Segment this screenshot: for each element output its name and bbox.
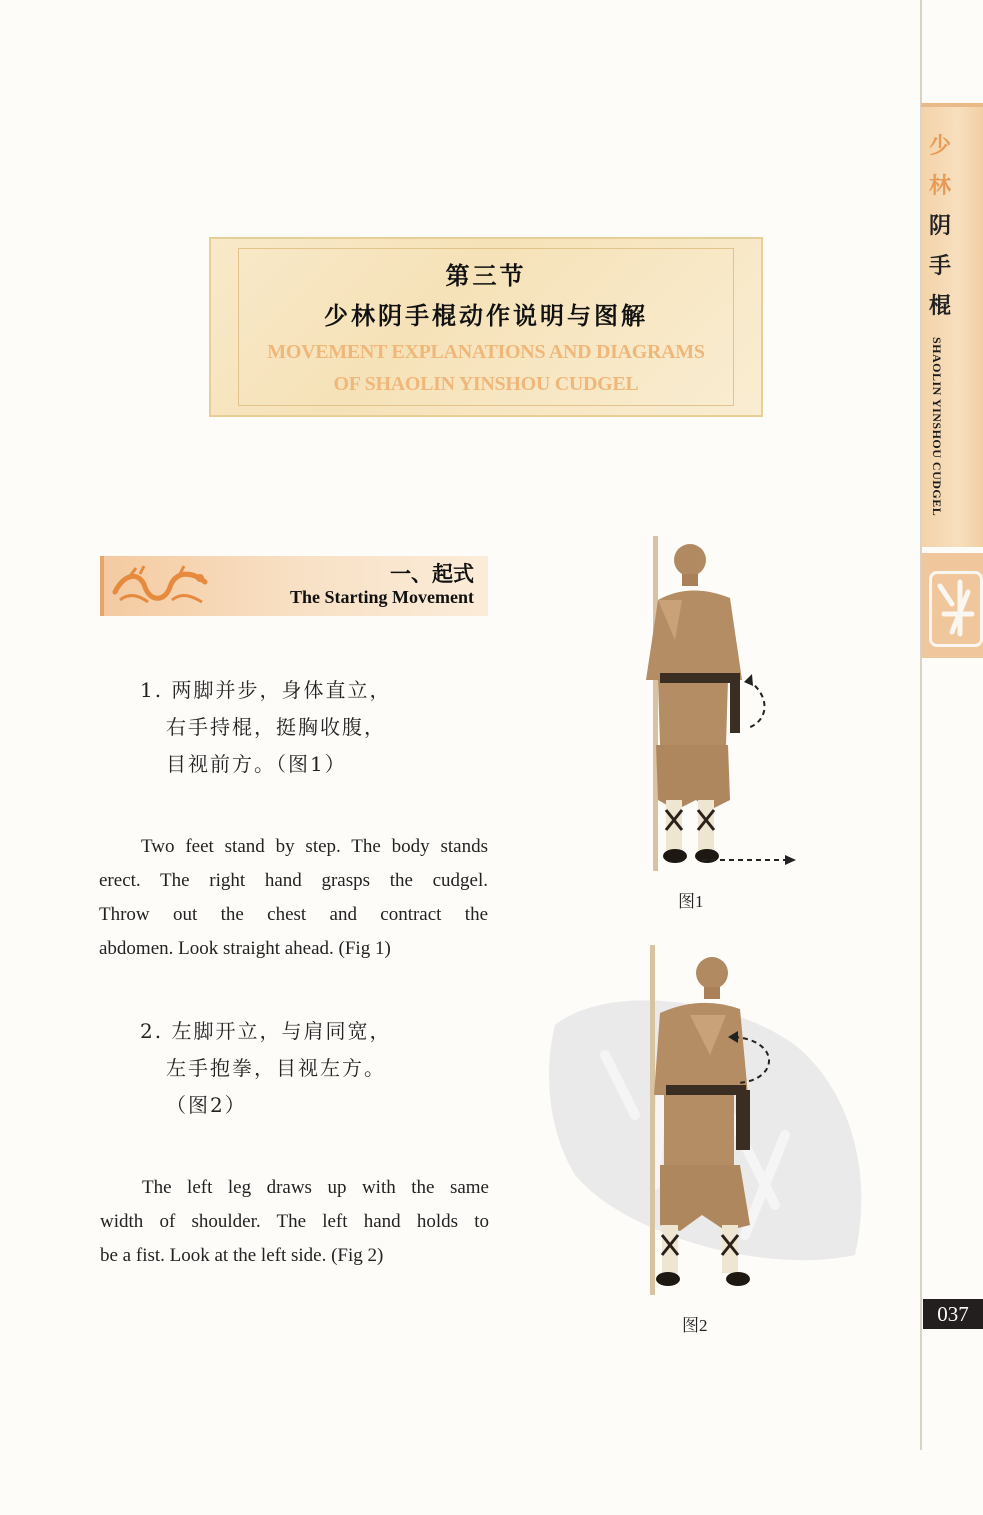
en-line: be a fist. Look at the left side. (Fig 2): [100, 1245, 384, 1266]
seal-icon: [929, 571, 983, 647]
en-line: The left leg draws up with the same: [142, 1177, 489, 1198]
figure-1-caption: 图1: [678, 892, 704, 911]
zh-line: 右手持棍，挺胸收腹，: [166, 715, 386, 739]
banner-title-zh-2: 少林阴手棍动作说明与图解: [324, 302, 648, 330]
step1-zh: [140, 672, 391, 783]
dragon-icon: [110, 562, 210, 610]
en-line: erect. The right hand grasps the cudgel.: [99, 870, 488, 891]
side-tab-english: SHAOLIN YINSHOU CUDGEL: [930, 337, 944, 517]
zh-line: （图2）: [166, 1093, 247, 1117]
step1-en: [99, 830, 488, 966]
figure-2-photo: [630, 945, 800, 1300]
page-number: 037: [923, 1299, 983, 1329]
section-header: [100, 556, 488, 616]
banner-title-zh-1: 第三节: [445, 262, 527, 290]
seal-stamp: [921, 553, 983, 658]
chapter-banner: [209, 237, 763, 417]
banner-title-en-1: MOVEMENT EXPLANATIONS AND DIAGRAMS: [267, 341, 705, 363]
en-line: Two feet stand by step. The body stands: [141, 836, 488, 857]
section-title-en: The Starting Movement: [290, 587, 474, 607]
zh-line: 左手抱拳，目视左方。: [166, 1056, 386, 1080]
section-title-zh: 一、起式: [390, 562, 474, 586]
step2-zh: [140, 1013, 391, 1124]
side-tab: [921, 103, 983, 547]
zh-line: 1. 两脚并步，身体直立，: [140, 678, 392, 702]
banner-title-en-2: OF SHAOLIN YINSHOU CUDGEL: [333, 373, 639, 395]
side-char: 阴: [928, 213, 951, 239]
en-line: width of shoulder. The left hand holds to: [100, 1211, 489, 1232]
en-line: Throw out the chest and contract the: [99, 904, 488, 925]
figure-2-caption: 图2: [682, 1316, 708, 1335]
figure-1-photo: [620, 530, 810, 875]
zh-line: 目视前方。（图1）: [166, 752, 347, 776]
side-char: 少: [928, 133, 951, 159]
step2-en: [100, 1171, 489, 1273]
side-char: 林: [928, 173, 951, 199]
zh-line: 2. 左脚开立，与肩同宽，: [140, 1019, 392, 1043]
side-char: 棍: [928, 293, 951, 319]
en-line: abdomen. Look straight ahead. (Fig 1): [99, 938, 391, 959]
side-char: 手: [928, 253, 951, 279]
